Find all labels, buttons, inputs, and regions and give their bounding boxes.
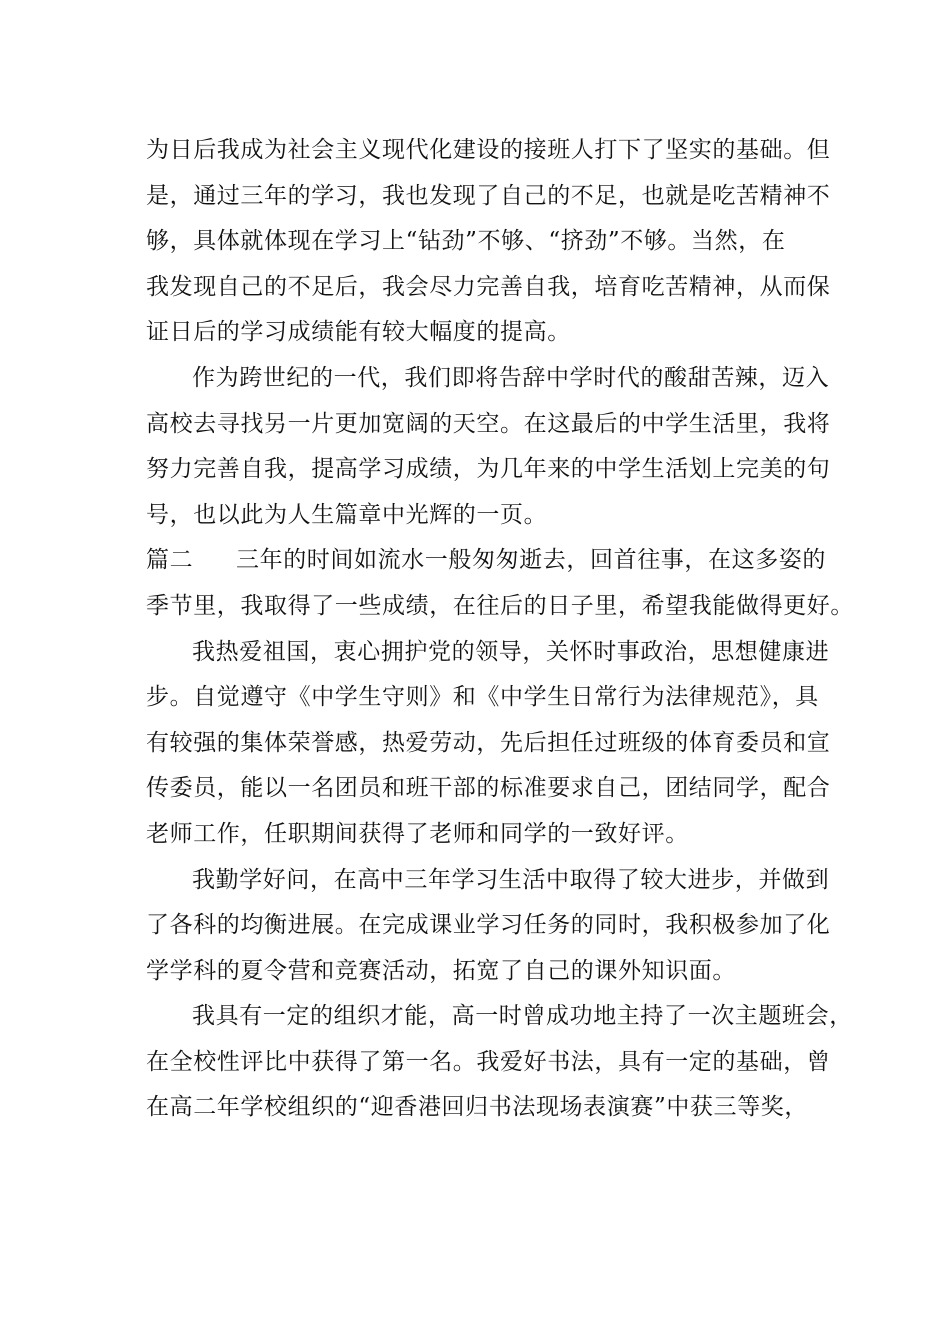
text-line: 我勤学好问，在高中三年学习生活中取得了较大进步，并做到 (192, 866, 830, 893)
text-line: 我发现自己的不足后，我会尽力完善自我，培育吃苦精神，从而保 (146, 273, 831, 300)
text-line: 学学科的夏令营和竞赛活动，拓宽了自己的课外知识面。 (146, 957, 736, 984)
text-line: 为日后我成为社会主义现代化建设的接班人打下了坚实的基础。但 (146, 137, 831, 163)
text-line: 季节里，我取得了一些成绩，在往后的日子里，希望我能做得更好。 (146, 592, 854, 619)
text-line: 传委员，能以一名团员和班干部的标准要求自己，团结同学，配合 (146, 775, 831, 802)
text-line: 作为跨世纪的一代，我们即将告辞中学时代的酸甜苦辣，迈入 (192, 364, 830, 391)
text-line: 是，通过三年的学习，我也发现了自己的不足，也就是吃苦精神不 (146, 182, 831, 209)
text-line: 证日后的学习成绩能有较大幅度的提高。 (146, 319, 571, 346)
section-heading-line (146, 538, 826, 584)
text-line: 努力完善自我，提高学习成绩，为几年来的中学生活划上完美的句 (146, 456, 831, 483)
text-line: 在高二年学校组织的“迎香港回归书法现场表演赛”中获三等奖， (146, 1094, 808, 1121)
text-line: 老师工作，任职期间获得了老师和同学的一致好评。 (146, 820, 689, 847)
text-line: 够，具体就体现在学习上“钻劲”不够、“挤劲”不够。当然，在 (146, 228, 786, 255)
text-line: 我具有一定的组织才能，高一时曾成功地主持了一次主题班会， (192, 1003, 853, 1030)
section-label: 篇二 (146, 547, 194, 574)
text-line: 在全校性评比中获得了第一名。我爱好书法，具有一定的基础，曾 (146, 1048, 831, 1075)
text-line: 了各科的均衡进展。在完成课业学习任务的同时，我积极参加了化 (146, 912, 831, 939)
document-body (146, 128, 854, 1131)
text-line: 号，也以此为人生篇章中光辉的一页。 (146, 501, 548, 528)
text-line: 步。自觉遵守《中学生守则》和《中学生日常行为法律规范》，具 (146, 684, 819, 711)
text-line: 高校去寻找另一片更加宽阔的天空。在这最后的中学生活里，我将 (146, 410, 831, 437)
text-line: 三年的时间如流水一般匆匆逝去，回首往事，在这多姿的 (236, 547, 826, 574)
text-line: 我热爱祖国，衷心拥护党的领导，关怀时事政治，思想健康进 (192, 638, 830, 665)
text-line: 有较强的集体荣誉感，热爱劳动，先后担任过班级的体育委员和宣 (146, 729, 831, 756)
